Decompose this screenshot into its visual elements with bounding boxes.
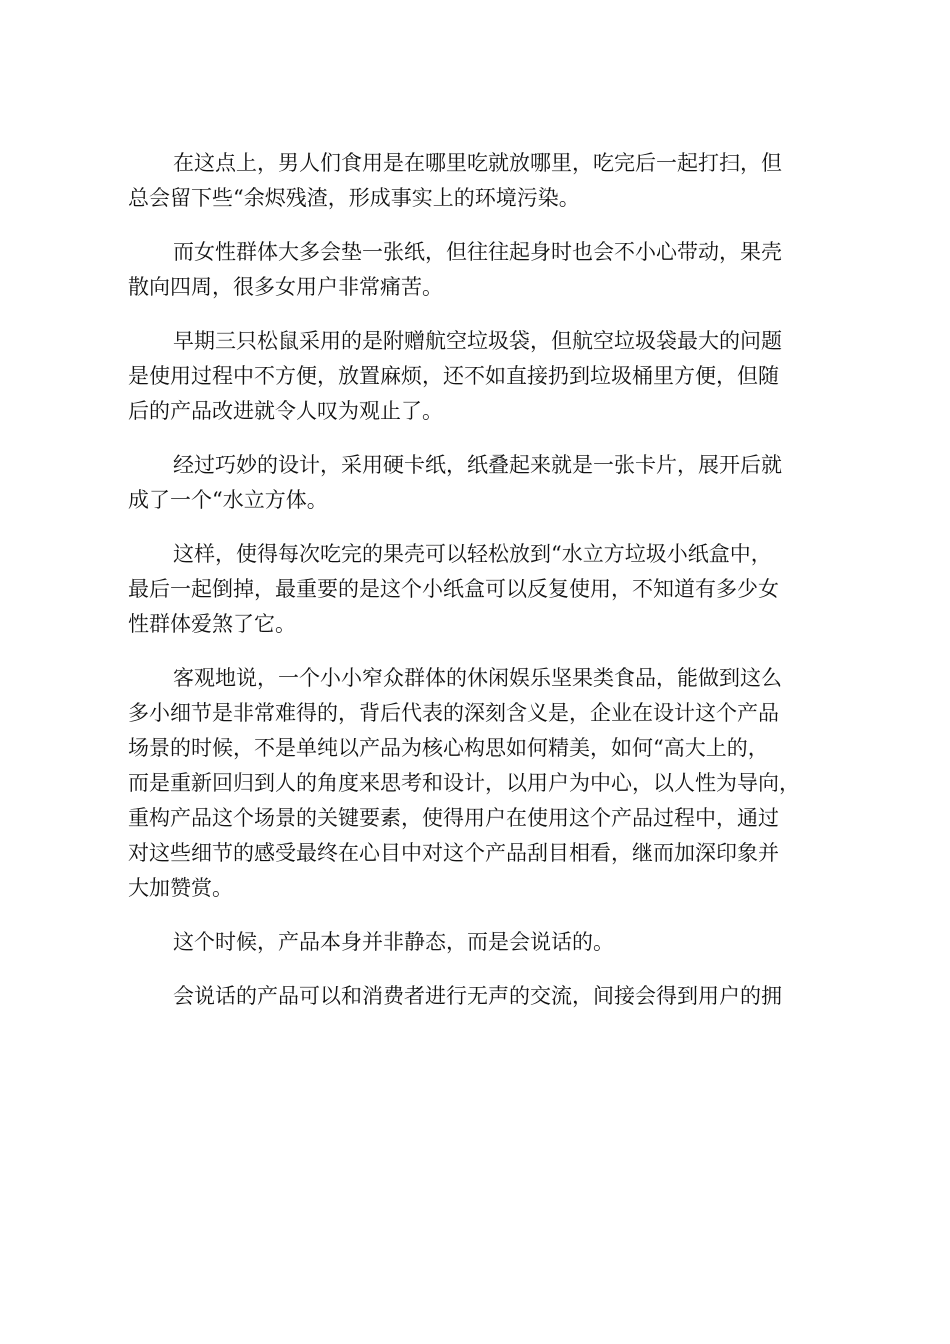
text-line: 后的产品改进就令人叹为观止了。 bbox=[128, 399, 443, 423]
paragraph bbox=[128, 448, 832, 518]
paragraph bbox=[128, 925, 832, 960]
text-line: 客观地说，一个小小窄众群体的休闲娱乐坚果类食品，能做到这么 bbox=[173, 666, 782, 690]
text-line: 这个时候，产品本身并非静态，而是会说话的。 bbox=[173, 930, 614, 954]
text-line: 最后一起倒掉，最重要的是这个小纸盒可以反复使用，不知道有多少女 bbox=[128, 577, 779, 601]
text-line: 早期三只松鼠采用的是附赠航空垃圾袋，但航空垃圾袋最大的问题 bbox=[173, 329, 782, 353]
text-line: 会说话的产品可以和消费者进行无声的交流，间接会得到用户的拥 bbox=[173, 984, 782, 1008]
paragraph bbox=[128, 235, 832, 305]
paragraph bbox=[128, 146, 832, 216]
document-page bbox=[128, 146, 832, 1033]
text-line: 性群体爱煞了它。 bbox=[128, 612, 296, 636]
text-line: 总会留下些“余烬残渣，形成事实上的环境污染。 bbox=[128, 186, 580, 210]
paragraph bbox=[128, 537, 832, 642]
text-line: 在这点上，男人们食用是在哪里吃就放哪里，吃完后一起打扫，但 bbox=[173, 151, 782, 175]
text-line: 场景的时候，不是单纯以产品为核心构思如何精美，如何“高大上的， bbox=[128, 736, 769, 760]
paragraph bbox=[128, 324, 832, 429]
paragraph bbox=[128, 661, 832, 906]
text-line: 散向四周，很多女用户非常痛苦。 bbox=[128, 275, 443, 299]
text-line: 而女性群体大多会垫一张纸，但往往起身时也会不小心带动，果壳 bbox=[173, 240, 782, 264]
paragraph bbox=[128, 979, 832, 1014]
text-line: 重构产品这个场景的关键要素，使得用户在使用这个产品过程中，通过 bbox=[128, 806, 779, 830]
text-line: 而是重新回归到人的角度来思考和设计，以用户为中心，以人性为导向， bbox=[128, 771, 800, 795]
text-line: 对这些细节的感受最终在心目中对这个产品刮目相看，继而加深印象并 bbox=[128, 841, 779, 865]
text-line: 多小细节是非常难得的，背后代表的深刻含义是，企业在设计这个产品 bbox=[128, 701, 779, 725]
text-line: 大加赞赏。 bbox=[128, 876, 233, 900]
text-line: 经过巧妙的设计，采用硬卡纸，纸叠起来就是一张卡片，展开后就 bbox=[173, 453, 782, 477]
text-line: 是使用过程中不方便，放置麻烦，还不如直接扔到垃圾桶里方便，但随 bbox=[128, 364, 779, 388]
text-line: 这样，使得每次吃完的果壳可以轻松放到“水立方垃圾小纸盒中， bbox=[173, 542, 772, 566]
text-line: 成了一个“水立方体。 bbox=[128, 488, 328, 512]
